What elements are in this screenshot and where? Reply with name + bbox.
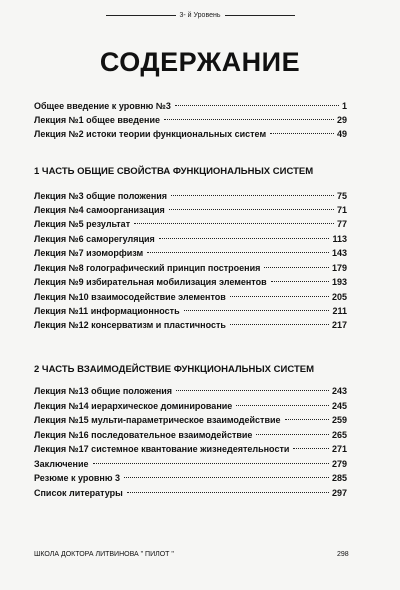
toc-entry-label: Список литературы: [34, 488, 123, 498]
dot-leader: [147, 252, 329, 253]
toc-entry-label: Лекция №7 изоморфизм: [34, 248, 144, 258]
toc-entry-page: 217: [331, 320, 347, 330]
toc-entry[interactable]: [34, 219, 347, 231]
dot-leader: [230, 324, 329, 325]
toc-entry[interactable]: [34, 248, 347, 260]
toc-entry-label: Лекция №13 общие положения: [34, 386, 173, 396]
toc-entry-page: 113: [332, 234, 347, 244]
dot-leader: [184, 310, 330, 311]
part1-title: 1 ЧАСТЬ ОБЩИЕ СВОЙСТВА ФУНКЦИОНАЛЬНЫХ СИСТЕМ: [34, 166, 314, 177]
dot-leader: [270, 133, 334, 134]
toc-entry[interactable]: [34, 292, 347, 304]
toc-entry-label: Лекция №11 информационность: [34, 306, 180, 316]
footer-page-number: 298: [337, 551, 349, 558]
toc-entry-label: Лекция №2 истоки теории функциональных систем: [34, 129, 267, 139]
toc-entry-label: Лекция №6 саморегуляция: [34, 234, 155, 244]
toc-entry-label: Общее введение к уровню №3: [34, 101, 171, 111]
dot-leader: [230, 296, 329, 297]
toc-entry-label: Резюме к уровню 3: [34, 473, 121, 483]
toc-entry-page: 243: [331, 386, 347, 396]
header-rule-left: [106, 15, 176, 16]
dot-leader: [93, 463, 329, 464]
toc-entry[interactable]: [34, 101, 347, 113]
toc-entry-page: 143: [331, 248, 347, 258]
dot-leader: [285, 419, 329, 420]
toc-entry-label: Лекция №12 консерватизм и пластичность: [34, 320, 226, 330]
toc-entry[interactable]: [34, 263, 347, 275]
toc-entry-label: Лекция №3 общие положения: [34, 191, 168, 201]
header-text: 3- й Уровень: [179, 12, 221, 19]
toc-entry-page: 297: [331, 488, 347, 498]
dot-leader: [176, 390, 329, 391]
toc-entry-page: 285: [331, 473, 347, 483]
toc-entry[interactable]: [34, 401, 347, 413]
toc-entry-label: Лекция №9 избирательная мобилизация элементов: [34, 277, 267, 287]
toc-entry-page: 193: [331, 277, 347, 287]
toc-entry-label: Лекция №4 самоорганизация: [34, 205, 165, 215]
toc-entry[interactable]: [34, 277, 347, 289]
toc-entry-label: Заключение: [34, 459, 89, 469]
toc-entry-label: Лекция №14 иерархическое доминирование: [34, 401, 233, 411]
dot-leader: [236, 405, 329, 406]
toc-entry[interactable]: [34, 473, 347, 485]
toc-entry-label: Лекция №10 взаимосодействие элементов: [34, 292, 226, 302]
toc-entry-label: Лекция №5 результат: [34, 219, 131, 229]
footer-school: ШКОЛА ДОКТОРА ЛИТВИНОВА " ПИЛОТ ": [34, 551, 174, 558]
toc-entry-label: Лекция №16 последовательное взаимодействие: [34, 430, 253, 440]
page-title: СОДЕРЖАНИЕ: [99, 47, 301, 77]
part2-title: 2 ЧАСТЬ ВЗАИМОДЕЙСТВИЕ ФУНКЦИОНАЛЬНЫХ СИСТЕМ: [34, 364, 314, 375]
toc-entry-page: 265: [331, 430, 347, 440]
toc-entry[interactable]: [34, 444, 347, 456]
toc-entry-page: 245: [331, 401, 347, 411]
toc-entry-page: 271: [331, 444, 347, 454]
toc-entry[interactable]: [34, 459, 347, 471]
toc-entry-label: Лекция №15 мульти-параметрическое взаимодействие: [34, 415, 281, 425]
toc-entry[interactable]: [34, 115, 347, 127]
toc-entry-page: 205: [331, 292, 347, 302]
running-header: [0, 12, 400, 19]
dot-leader: [175, 105, 339, 106]
toc-entry-page: 259: [331, 415, 347, 425]
dot-leader: [127, 492, 329, 493]
toc-entry-page: 75: [336, 191, 347, 201]
toc-entry-page: 179: [331, 263, 347, 273]
toc-entry-label: Лекция №8 голографический принцип построения: [34, 263, 261, 273]
dot-leader: [256, 434, 329, 435]
dot-leader: [159, 238, 330, 239]
dot-leader: [169, 209, 334, 210]
dot-leader: [293, 448, 329, 449]
toc-entry[interactable]: [34, 386, 347, 398]
dot-leader: [164, 119, 334, 120]
dot-leader: [264, 267, 329, 268]
dot-leader: [171, 195, 334, 196]
toc-entry[interactable]: [34, 320, 347, 332]
toc-entry-page: 49: [336, 129, 347, 139]
toc-entry-label: Лекция №1 общее введение: [34, 115, 160, 125]
toc-entry[interactable]: [34, 191, 347, 203]
dot-leader: [124, 477, 329, 478]
toc-entry[interactable]: [34, 234, 347, 246]
toc-entry-page: 279: [331, 459, 347, 469]
dot-leader: [271, 281, 329, 282]
dot-leader: [134, 223, 334, 224]
toc-entry[interactable]: [34, 488, 347, 500]
toc-entry-page: 1: [341, 101, 347, 111]
toc-entry-page: 77: [336, 219, 347, 229]
toc-entry-page: 29: [336, 115, 347, 125]
toc-entry-page: 71: [336, 205, 347, 215]
toc-entry[interactable]: [34, 129, 347, 141]
toc-entry[interactable]: [34, 306, 347, 318]
toc-entry[interactable]: [34, 430, 347, 442]
toc-entry[interactable]: [34, 415, 347, 427]
header-rule-right: [225, 15, 295, 16]
toc-entry-label: Лекция №17 системное квантование жизнедеятельности: [34, 444, 290, 454]
toc-entry-page: 211: [332, 306, 347, 316]
toc-entry[interactable]: [34, 205, 347, 217]
